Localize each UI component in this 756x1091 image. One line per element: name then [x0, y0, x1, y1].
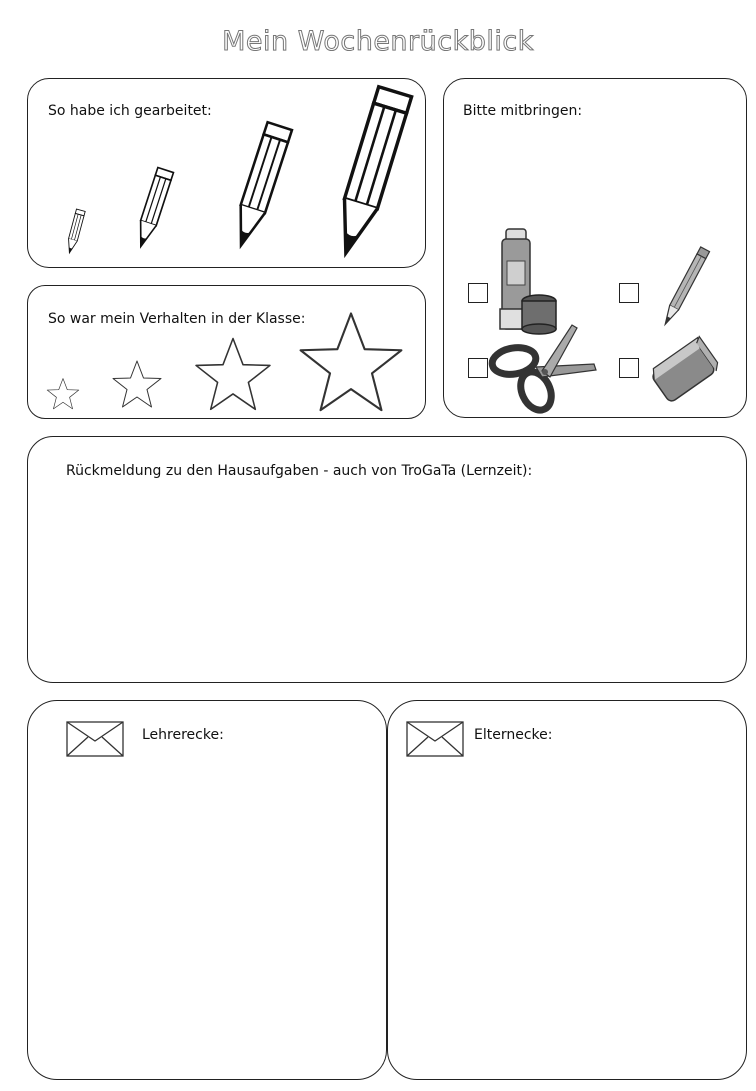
work-rating-box [27, 78, 426, 268]
scissors-icon [490, 325, 596, 415]
bring-items-pictures [444, 79, 746, 417]
work-pencil-row [28, 79, 425, 267]
star-icon [301, 314, 402, 411]
envelope-icon [406, 721, 466, 759]
parent-corner-label: Elternecke: [474, 727, 553, 743]
pencil-icon [329, 87, 411, 258]
teacher-corner-label: Lehrerecke: [142, 727, 224, 743]
pencil-icon [133, 167, 173, 248]
behavior-star-row [28, 286, 425, 418]
eraser-icon [648, 336, 721, 403]
star-icon [196, 339, 270, 410]
page-title: Mein Wochenrückblick [222, 26, 534, 57]
behavior-rating-label: So war mein Verhalten in der Klasse: [48, 311, 306, 327]
envelope-icon [66, 721, 126, 759]
pencil-icon [661, 247, 710, 327]
homework-feedback-label: Rückmeldung zu den Hausaufgaben - auch von TroGaTa (Lernzeit): [66, 463, 533, 479]
star-icon [47, 379, 79, 409]
pencil-icon [65, 209, 85, 254]
bring-items-box [443, 78, 747, 418]
star-icon [113, 361, 161, 407]
pencil-icon [229, 122, 292, 249]
bring-items-label: Bitte mitbringen: [463, 103, 583, 119]
glue-stick-icon [500, 229, 556, 334]
work-rating-label: So habe ich gearbeitet: [48, 103, 212, 119]
homework-feedback-box[interactable] [27, 436, 747, 683]
parent-corner-box[interactable] [387, 700, 747, 1080]
behavior-rating-box [27, 285, 426, 419]
teacher-corner-box[interactable] [27, 700, 387, 1080]
